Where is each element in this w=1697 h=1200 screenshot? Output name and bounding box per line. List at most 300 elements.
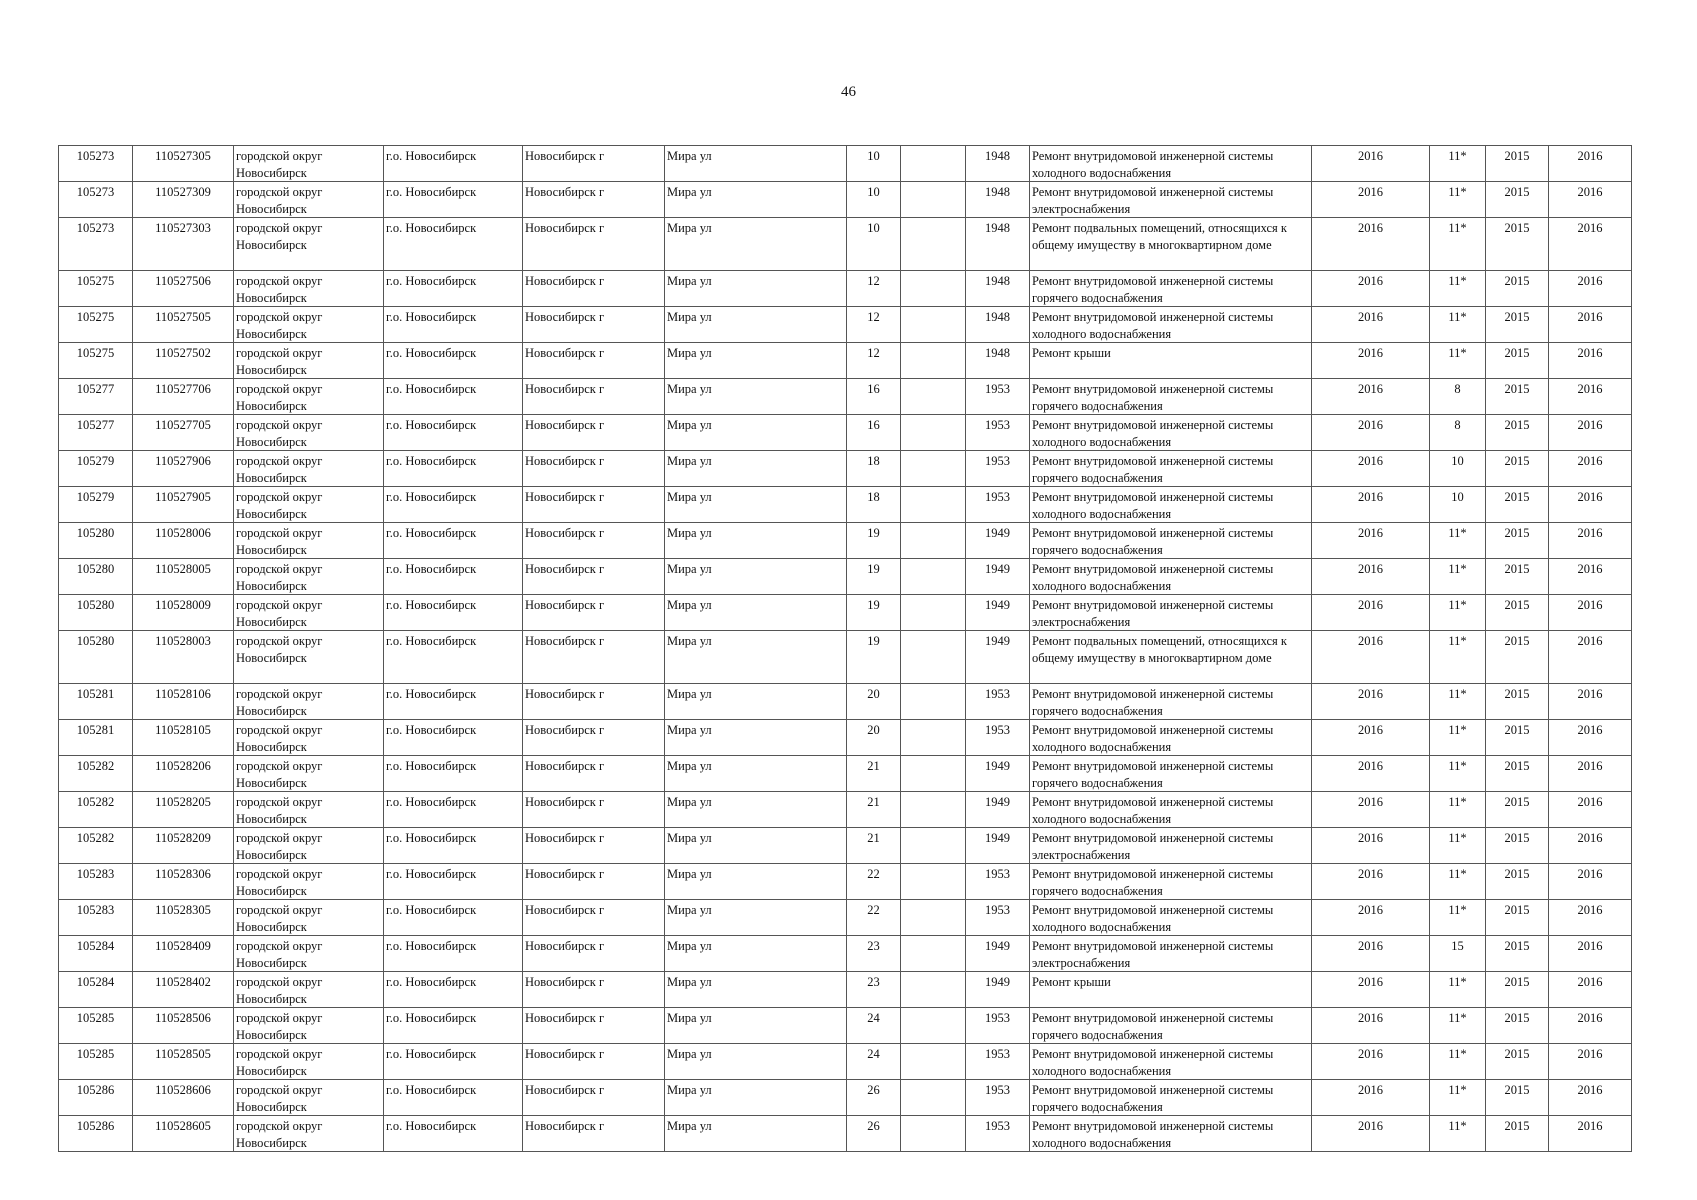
- cell-district: городской округ Новосибирск: [234, 1080, 384, 1116]
- cell-district: городской округ Новосибирск: [234, 1044, 384, 1080]
- cell-street: Мира ул: [665, 1116, 847, 1152]
- cell-code: 110527906: [133, 451, 234, 487]
- cell-to-year: 2016: [1549, 631, 1632, 684]
- cell-city: Новосибирск г: [523, 271, 665, 307]
- cell-house: 26: [847, 1116, 901, 1152]
- cell-district: городской округ Новосибирск: [234, 559, 384, 595]
- cell-street: Мира ул: [665, 218, 847, 271]
- cell-code: 110528009: [133, 595, 234, 631]
- cell-city: Новосибирск г: [523, 379, 665, 415]
- cell-street: Мира ул: [665, 271, 847, 307]
- cell-plan-year: 2016: [1312, 487, 1430, 523]
- cell-id: 105275: [59, 343, 133, 379]
- cell-category: 11*: [1430, 828, 1486, 864]
- cell-from-year: 2015: [1486, 379, 1549, 415]
- cell-code: 110528606: [133, 1080, 234, 1116]
- table-row: [59, 1116, 1632, 1152]
- cell-municipality: г.о. Новосибирск: [384, 1080, 523, 1116]
- cell-category: 11*: [1430, 271, 1486, 307]
- cell-category: 11*: [1430, 1008, 1486, 1044]
- cell-plan-year: 2016: [1312, 379, 1430, 415]
- cell-year-built: 1953: [966, 1080, 1030, 1116]
- cell-plan-year: 2016: [1312, 1080, 1430, 1116]
- table-row: [59, 271, 1632, 307]
- cell-from-year: 2015: [1486, 1116, 1549, 1152]
- cell-municipality: г.о. Новосибирск: [384, 792, 523, 828]
- cell-district: городской округ Новосибирск: [234, 451, 384, 487]
- cell-house: 24: [847, 1044, 901, 1080]
- cell-district: городской округ Новосибирск: [234, 1116, 384, 1152]
- cell-municipality: г.о. Новосибирск: [384, 343, 523, 379]
- cell-city: Новосибирск г: [523, 595, 665, 631]
- cell-id: 105273: [59, 218, 133, 271]
- cell-to-year: 2016: [1549, 182, 1632, 218]
- cell-building: [901, 1080, 966, 1116]
- cell-district: городской округ Новосибирск: [234, 756, 384, 792]
- cell-year-built: 1948: [966, 146, 1030, 182]
- cell-code: 110527303: [133, 218, 234, 271]
- cell-work-type: Ремонт внутридомовой инженерной системы электроснабжения: [1030, 936, 1312, 972]
- cell-code: 110528006: [133, 523, 234, 559]
- cell-street: Мира ул: [665, 684, 847, 720]
- cell-from-year: 2015: [1486, 559, 1549, 595]
- cell-work-type: Ремонт внутридомовой инженерной системы холодного водоснабжения: [1030, 487, 1312, 523]
- cell-district: городской округ Новосибирск: [234, 146, 384, 182]
- cell-code: 110527506: [133, 271, 234, 307]
- cell-from-year: 2015: [1486, 900, 1549, 936]
- table-row: [59, 1044, 1632, 1080]
- cell-category: 11*: [1430, 1080, 1486, 1116]
- cell-work-type: Ремонт внутридомовой инженерной системы холодного водоснабжения: [1030, 900, 1312, 936]
- cell-plan-year: 2016: [1312, 936, 1430, 972]
- table-row: [59, 379, 1632, 415]
- cell-to-year: 2016: [1549, 936, 1632, 972]
- cell-house: 10: [847, 218, 901, 271]
- cell-district: городской округ Новосибирск: [234, 828, 384, 864]
- cell-work-type: Ремонт внутридомовой инженерной системы горячего водоснабжения: [1030, 379, 1312, 415]
- cell-city: Новосибирск г: [523, 792, 665, 828]
- cell-work-type: Ремонт внутридомовой инженерной системы горячего водоснабжения: [1030, 864, 1312, 900]
- cell-id: 105283: [59, 900, 133, 936]
- cell-year-built: 1949: [966, 936, 1030, 972]
- cell-id: 105273: [59, 146, 133, 182]
- cell-id: 105280: [59, 559, 133, 595]
- cell-street: Мира ул: [665, 146, 847, 182]
- cell-district: городской округ Новосибирск: [234, 684, 384, 720]
- cell-plan-year: 2016: [1312, 218, 1430, 271]
- cell-category: 11*: [1430, 756, 1486, 792]
- table-row: [59, 415, 1632, 451]
- cell-from-year: 2015: [1486, 720, 1549, 756]
- cell-street: Мира ул: [665, 936, 847, 972]
- cell-to-year: 2016: [1549, 146, 1632, 182]
- cell-id: 105273: [59, 182, 133, 218]
- cell-to-year: 2016: [1549, 900, 1632, 936]
- cell-plan-year: 2016: [1312, 1116, 1430, 1152]
- cell-street: Мира ул: [665, 631, 847, 684]
- cell-category: 11*: [1430, 1044, 1486, 1080]
- cell-district: городской округ Новосибирск: [234, 379, 384, 415]
- cell-id: 105282: [59, 756, 133, 792]
- cell-id: 105285: [59, 1044, 133, 1080]
- cell-year-built: 1948: [966, 271, 1030, 307]
- cell-city: Новосибирск г: [523, 900, 665, 936]
- cell-building: [901, 828, 966, 864]
- cell-house: 10: [847, 146, 901, 182]
- cell-plan-year: 2016: [1312, 595, 1430, 631]
- cell-district: городской округ Новосибирск: [234, 523, 384, 559]
- cell-from-year: 2015: [1486, 182, 1549, 218]
- cell-street: Мира ул: [665, 792, 847, 828]
- cell-id: 105280: [59, 595, 133, 631]
- cell-district: городской округ Новосибирск: [234, 182, 384, 218]
- cell-category: 11*: [1430, 684, 1486, 720]
- cell-from-year: 2015: [1486, 684, 1549, 720]
- cell-from-year: 2015: [1486, 972, 1549, 1008]
- cell-id: 105281: [59, 684, 133, 720]
- cell-building: [901, 1044, 966, 1080]
- cell-year-built: 1953: [966, 684, 1030, 720]
- cell-work-type: Ремонт крыши: [1030, 972, 1312, 1008]
- cell-plan-year: 2016: [1312, 415, 1430, 451]
- cell-id: 105275: [59, 271, 133, 307]
- cell-house: 23: [847, 972, 901, 1008]
- cell-municipality: г.о. Новосибирск: [384, 146, 523, 182]
- cell-to-year: 2016: [1549, 1116, 1632, 1152]
- cell-code: 110528605: [133, 1116, 234, 1152]
- cell-category: 11*: [1430, 595, 1486, 631]
- table-row: [59, 720, 1632, 756]
- cell-street: Мира ул: [665, 720, 847, 756]
- cell-category: 8: [1430, 415, 1486, 451]
- cell-work-type: Ремонт внутридомовой инженерной системы электроснабжения: [1030, 595, 1312, 631]
- cell-house: 16: [847, 415, 901, 451]
- cell-building: [901, 307, 966, 343]
- cell-municipality: г.о. Новосибирск: [384, 218, 523, 271]
- cell-id: 105281: [59, 720, 133, 756]
- cell-plan-year: 2016: [1312, 343, 1430, 379]
- cell-work-type: Ремонт внутридомовой инженерной системы холодного водоснабжения: [1030, 559, 1312, 595]
- cell-code: 110527305: [133, 146, 234, 182]
- cell-plan-year: 2016: [1312, 307, 1430, 343]
- table-row: [59, 1080, 1632, 1116]
- cell-category: 11*: [1430, 720, 1486, 756]
- cell-code: 110528402: [133, 972, 234, 1008]
- cell-plan-year: 2016: [1312, 631, 1430, 684]
- cell-year-built: 1953: [966, 1008, 1030, 1044]
- cell-to-year: 2016: [1549, 415, 1632, 451]
- table-row: [59, 343, 1632, 379]
- cell-code: 110527706: [133, 379, 234, 415]
- cell-house: 26: [847, 1080, 901, 1116]
- cell-city: Новосибирск г: [523, 936, 665, 972]
- cell-street: Мира ул: [665, 595, 847, 631]
- cell-code: 110527505: [133, 307, 234, 343]
- cell-from-year: 2015: [1486, 415, 1549, 451]
- cell-building: [901, 182, 966, 218]
- cell-work-type: Ремонт внутридомовой инженерной системы холодного водоснабжения: [1030, 792, 1312, 828]
- cell-year-built: 1949: [966, 828, 1030, 864]
- cell-to-year: 2016: [1549, 218, 1632, 271]
- cell-street: Мира ул: [665, 343, 847, 379]
- cell-to-year: 2016: [1549, 451, 1632, 487]
- cell-street: Мира ул: [665, 1008, 847, 1044]
- cell-from-year: 2015: [1486, 451, 1549, 487]
- cell-year-built: 1953: [966, 1116, 1030, 1152]
- cell-from-year: 2015: [1486, 1008, 1549, 1044]
- cell-year-built: 1949: [966, 631, 1030, 684]
- cell-city: Новосибирск г: [523, 684, 665, 720]
- cell-year-built: 1948: [966, 343, 1030, 379]
- cell-street: Мира ул: [665, 756, 847, 792]
- table-row: [59, 559, 1632, 595]
- cell-category: 11*: [1430, 792, 1486, 828]
- cell-street: Мира ул: [665, 182, 847, 218]
- table-row: [59, 792, 1632, 828]
- cell-to-year: 2016: [1549, 828, 1632, 864]
- cell-building: [901, 792, 966, 828]
- cell-from-year: 2015: [1486, 1080, 1549, 1116]
- table-row: [59, 451, 1632, 487]
- cell-street: Мира ул: [665, 1080, 847, 1116]
- cell-building: [901, 720, 966, 756]
- cell-category: 10: [1430, 451, 1486, 487]
- cell-year-built: 1953: [966, 900, 1030, 936]
- cell-id: 105282: [59, 792, 133, 828]
- cell-id: 105275: [59, 307, 133, 343]
- cell-code: 110528409: [133, 936, 234, 972]
- table-row: [59, 631, 1632, 684]
- cell-municipality: г.о. Новосибирск: [384, 271, 523, 307]
- cell-city: Новосибирск г: [523, 307, 665, 343]
- cell-work-type: Ремонт внутридомовой инженерной системы электроснабжения: [1030, 182, 1312, 218]
- table-row: [59, 828, 1632, 864]
- cell-plan-year: 2016: [1312, 720, 1430, 756]
- cell-from-year: 2015: [1486, 271, 1549, 307]
- cell-work-type: Ремонт внутридомовой инженерной системы холодного водоснабжения: [1030, 720, 1312, 756]
- cell-category: 11*: [1430, 972, 1486, 1008]
- cell-district: городской округ Новосибирск: [234, 864, 384, 900]
- cell-code: 110528205: [133, 792, 234, 828]
- cell-municipality: г.о. Новосибирск: [384, 451, 523, 487]
- table-row: [59, 487, 1632, 523]
- cell-plan-year: 2016: [1312, 792, 1430, 828]
- cell-year-built: 1953: [966, 415, 1030, 451]
- cell-id: 105277: [59, 379, 133, 415]
- cell-house: 23: [847, 936, 901, 972]
- table-row: [59, 936, 1632, 972]
- cell-street: Мира ул: [665, 379, 847, 415]
- cell-municipality: г.о. Новосибирск: [384, 900, 523, 936]
- cell-municipality: г.о. Новосибирск: [384, 523, 523, 559]
- cell-category: 11*: [1430, 1116, 1486, 1152]
- cell-city: Новосибирск г: [523, 415, 665, 451]
- cell-plan-year: 2016: [1312, 559, 1430, 595]
- cell-municipality: г.о. Новосибирск: [384, 379, 523, 415]
- cell-district: городской округ Новосибирск: [234, 936, 384, 972]
- cell-work-type: Ремонт внутридомовой инженерной системы холодного водоснабжения: [1030, 415, 1312, 451]
- cell-to-year: 2016: [1549, 756, 1632, 792]
- cell-work-type: Ремонт крыши: [1030, 343, 1312, 379]
- cell-building: [901, 936, 966, 972]
- cell-category: 11*: [1430, 523, 1486, 559]
- cell-house: 24: [847, 1008, 901, 1044]
- cell-district: городской округ Новосибирск: [234, 271, 384, 307]
- cell-year-built: 1949: [966, 559, 1030, 595]
- cell-street: Мира ул: [665, 451, 847, 487]
- cell-year-built: 1949: [966, 595, 1030, 631]
- cell-municipality: г.о. Новосибирск: [384, 182, 523, 218]
- cell-plan-year: 2016: [1312, 864, 1430, 900]
- cell-building: [901, 595, 966, 631]
- cell-category: 11*: [1430, 307, 1486, 343]
- cell-year-built: 1948: [966, 218, 1030, 271]
- cell-building: [901, 379, 966, 415]
- cell-id: 105285: [59, 1008, 133, 1044]
- cell-year-built: 1953: [966, 451, 1030, 487]
- cell-code: 110527309: [133, 182, 234, 218]
- table-row: [59, 523, 1632, 559]
- cell-plan-year: 2016: [1312, 271, 1430, 307]
- cell-year-built: 1948: [966, 182, 1030, 218]
- cell-house: 16: [847, 379, 901, 415]
- cell-to-year: 2016: [1549, 271, 1632, 307]
- cell-work-type: Ремонт внутридомовой инженерной системы холодного водоснабжения: [1030, 146, 1312, 182]
- cell-building: [901, 218, 966, 271]
- cell-category: 11*: [1430, 182, 1486, 218]
- cell-building: [901, 900, 966, 936]
- cell-from-year: 2015: [1486, 218, 1549, 271]
- cell-category: 11*: [1430, 631, 1486, 684]
- cell-to-year: 2016: [1549, 972, 1632, 1008]
- cell-municipality: г.о. Новосибирск: [384, 1044, 523, 1080]
- cell-municipality: г.о. Новосибирск: [384, 559, 523, 595]
- cell-from-year: 2015: [1486, 523, 1549, 559]
- cell-code: 110528003: [133, 631, 234, 684]
- cell-district: городской округ Новосибирск: [234, 720, 384, 756]
- cell-city: Новосибирск г: [523, 146, 665, 182]
- cell-house: 22: [847, 900, 901, 936]
- cell-house: 19: [847, 523, 901, 559]
- cell-category: 11*: [1430, 864, 1486, 900]
- cell-id: 105279: [59, 451, 133, 487]
- cell-to-year: 2016: [1549, 1080, 1632, 1116]
- cell-house: 20: [847, 684, 901, 720]
- page-number: 46: [841, 84, 856, 100]
- cell-code: 110528306: [133, 864, 234, 900]
- cell-street: Мира ул: [665, 900, 847, 936]
- cell-id: 105283: [59, 864, 133, 900]
- cell-code: 110528206: [133, 756, 234, 792]
- cell-code: 110528505: [133, 1044, 234, 1080]
- cell-work-type: Ремонт внутридомовой инженерной системы горячего водоснабжения: [1030, 1008, 1312, 1044]
- cell-category: 11*: [1430, 218, 1486, 271]
- cell-from-year: 2015: [1486, 828, 1549, 864]
- cell-id: 105286: [59, 1116, 133, 1152]
- cell-house: 12: [847, 271, 901, 307]
- cell-city: Новосибирск г: [523, 523, 665, 559]
- cell-plan-year: 2016: [1312, 900, 1430, 936]
- cell-year-built: 1953: [966, 720, 1030, 756]
- cell-code: 110528506: [133, 1008, 234, 1044]
- cell-to-year: 2016: [1549, 379, 1632, 415]
- cell-code: 110528209: [133, 828, 234, 864]
- cell-district: городской округ Новосибирск: [234, 631, 384, 684]
- cell-house: 21: [847, 792, 901, 828]
- cell-from-year: 2015: [1486, 631, 1549, 684]
- cell-id: 105284: [59, 936, 133, 972]
- cell-building: [901, 271, 966, 307]
- table-row: [59, 972, 1632, 1008]
- cell-category: 11*: [1430, 900, 1486, 936]
- cell-plan-year: 2016: [1312, 972, 1430, 1008]
- cell-work-type: Ремонт внутридомовой инженерной системы холодного водоснабжения: [1030, 1116, 1312, 1152]
- table-body: [59, 146, 1632, 1152]
- cell-from-year: 2015: [1486, 343, 1549, 379]
- cell-building: [901, 684, 966, 720]
- cell-city: Новосибирск г: [523, 720, 665, 756]
- cell-street: Мира ул: [665, 864, 847, 900]
- cell-plan-year: 2016: [1312, 451, 1430, 487]
- cell-city: Новосибирск г: [523, 1044, 665, 1080]
- cell-work-type: Ремонт внутридомовой инженерной системы горячего водоснабжения: [1030, 684, 1312, 720]
- cell-plan-year: 2016: [1312, 684, 1430, 720]
- cell-code: 110528106: [133, 684, 234, 720]
- cell-id: 105286: [59, 1080, 133, 1116]
- cell-year-built: 1953: [966, 864, 1030, 900]
- cell-to-year: 2016: [1549, 343, 1632, 379]
- cell-municipality: г.о. Новосибирск: [384, 631, 523, 684]
- cell-city: Новосибирск г: [523, 487, 665, 523]
- cell-to-year: 2016: [1549, 523, 1632, 559]
- cell-to-year: 2016: [1549, 307, 1632, 343]
- capital-repair-table: [58, 145, 1632, 1152]
- cell-city: Новосибирск г: [523, 1080, 665, 1116]
- cell-code: 110527705: [133, 415, 234, 451]
- cell-building: [901, 559, 966, 595]
- cell-municipality: г.о. Новосибирск: [384, 972, 523, 1008]
- cell-municipality: г.о. Новосибирск: [384, 864, 523, 900]
- cell-building: [901, 487, 966, 523]
- cell-municipality: г.о. Новосибирск: [384, 1008, 523, 1044]
- cell-year-built: 1953: [966, 379, 1030, 415]
- cell-plan-year: 2016: [1312, 756, 1430, 792]
- cell-street: Мира ул: [665, 559, 847, 595]
- cell-city: Новосибирск г: [523, 218, 665, 271]
- cell-house: 22: [847, 864, 901, 900]
- cell-from-year: 2015: [1486, 307, 1549, 343]
- cell-plan-year: 2016: [1312, 182, 1430, 218]
- cell-to-year: 2016: [1549, 595, 1632, 631]
- cell-street: Мира ул: [665, 828, 847, 864]
- cell-from-year: 2015: [1486, 864, 1549, 900]
- cell-work-type: Ремонт внутридомовой инженерной системы горячего водоснабжения: [1030, 756, 1312, 792]
- cell-work-type: Ремонт внутридомовой инженерной системы горячего водоснабжения: [1030, 451, 1312, 487]
- cell-category: 10: [1430, 487, 1486, 523]
- cell-id: 105280: [59, 631, 133, 684]
- cell-year-built: 1953: [966, 1044, 1030, 1080]
- cell-district: городской округ Новосибирск: [234, 415, 384, 451]
- cell-city: Новосибирск г: [523, 182, 665, 218]
- cell-to-year: 2016: [1549, 1008, 1632, 1044]
- cell-to-year: 2016: [1549, 487, 1632, 523]
- cell-building: [901, 146, 966, 182]
- cell-house: 19: [847, 631, 901, 684]
- cell-house: 12: [847, 307, 901, 343]
- table-row: [59, 307, 1632, 343]
- cell-street: Мира ул: [665, 307, 847, 343]
- cell-street: Мира ул: [665, 972, 847, 1008]
